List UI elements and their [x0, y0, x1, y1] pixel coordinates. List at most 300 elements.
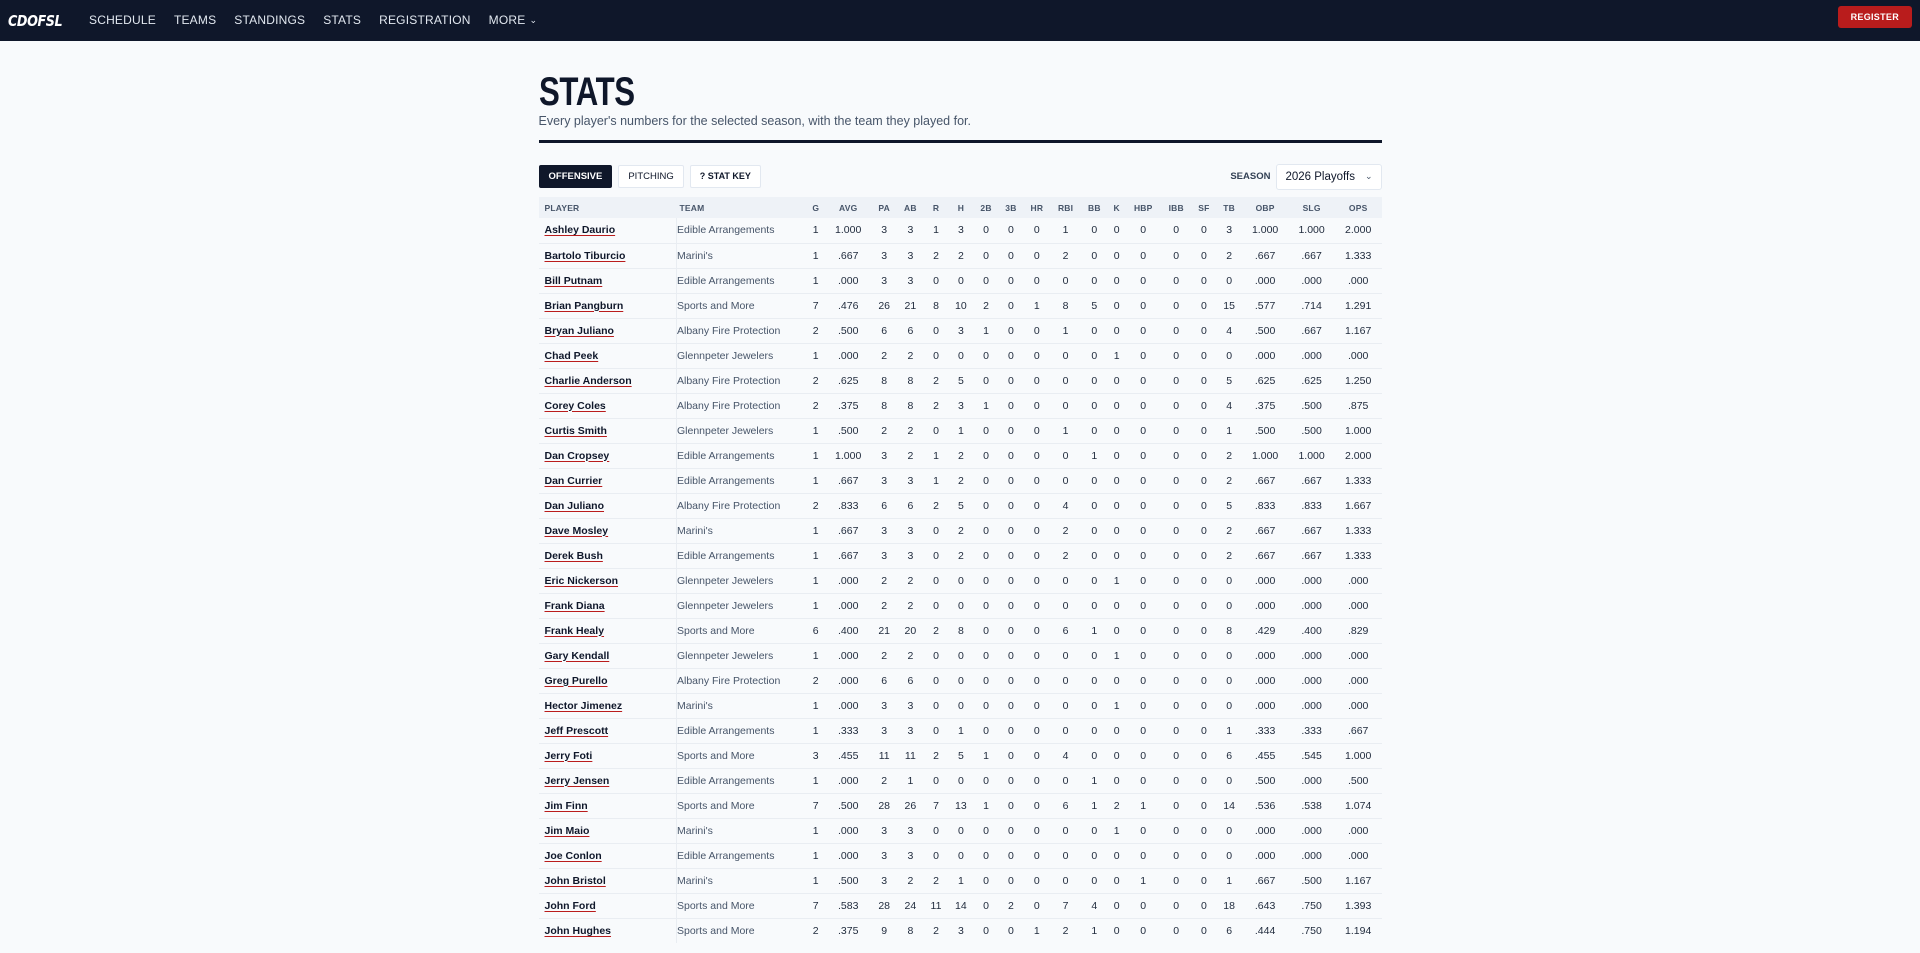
stat-cell-g: 1 [807, 518, 825, 543]
team-cell: Sports and More [677, 618, 807, 643]
team-cell: Glennpeter Jewelers [677, 568, 807, 593]
stat-cell-hbp: 0 [1126, 543, 1161, 568]
stat-cell-g: 2 [807, 368, 825, 393]
stat-cell-ab: 3 [897, 543, 924, 568]
stat-cell-obp: .667 [1242, 518, 1288, 543]
player-link[interactable]: Curtis Smith [544, 424, 607, 437]
stat-cell-ops: 1.333 [1335, 518, 1382, 543]
stat-cell-hbp: 0 [1126, 568, 1161, 593]
player-link[interactable]: Joe Conlon [544, 849, 602, 862]
player-link[interactable]: Frank Diana [544, 599, 605, 612]
team-cell: Marini's [677, 868, 807, 893]
column-header-rbi[interactable]: RBI [1057, 202, 1074, 213]
stat-cell-3b: 0 [999, 368, 1024, 393]
stat-cell-ab: 2 [897, 343, 924, 368]
column-header-hbp[interactable]: HBP [1133, 202, 1153, 213]
stat-cell-obp: .000 [1242, 343, 1288, 368]
stat-cell-hr: 0 [1023, 793, 1050, 818]
column-header-g[interactable]: G [812, 202, 820, 213]
player-link[interactable]: John Bristol [544, 874, 606, 887]
column-header-sf[interactable]: SF [1198, 202, 1210, 213]
stat-cell-3b: 0 [999, 443, 1024, 468]
stat-cell-g: 1 [807, 693, 825, 718]
stat-cell-hbp: 0 [1126, 493, 1161, 518]
stat-cell-2b: 0 [974, 668, 999, 693]
stat-cell-slg: .500 [1288, 393, 1334, 418]
stat-cell-bb: 1 [1081, 768, 1108, 793]
stat-cell-g: 3 [807, 743, 825, 768]
nav-standings[interactable]: STANDINGS [234, 13, 306, 27]
stat-cell-hr: 0 [1023, 443, 1050, 468]
stat-cell-sf: 0 [1191, 218, 1216, 243]
stat-cell-hbp: 0 [1126, 393, 1161, 418]
player-link[interactable]: Jerry Jensen [544, 774, 610, 787]
stat-cell-tb: 1 [1216, 868, 1242, 893]
stat-cell-sf: 0 [1191, 618, 1216, 643]
stat-cell-h: 2 [948, 543, 973, 568]
stat-cell-tb: 1 [1216, 718, 1242, 743]
team-cell: Edible Arrangements [677, 443, 807, 468]
player-link[interactable]: Frank Healy [544, 624, 605, 637]
stat-cell-hbp: 0 [1126, 468, 1161, 493]
stat-cell-avg: .000 [825, 643, 871, 668]
stat-cell-tb: 0 [1216, 343, 1242, 368]
stat-cell-3b: 0 [999, 693, 1024, 718]
stat-cell-hbp: 1 [1126, 793, 1161, 818]
stat-cell-3b: 0 [999, 393, 1024, 418]
stat-cell-h: 5 [948, 743, 973, 768]
stat-cell-r: 1 [924, 218, 948, 243]
stat-cell-bb: 0 [1081, 543, 1108, 568]
stat-cell-hr: 0 [1023, 768, 1050, 793]
stat-cell-3b: 0 [999, 593, 1024, 618]
stat-cell-ops: 1.000 [1335, 743, 1382, 768]
stat-cell-h: 8 [948, 618, 973, 643]
stat-cell-rbi: 2 [1050, 518, 1081, 543]
stat-cell-3b: 0 [999, 843, 1024, 868]
stat-cell-tb: 18 [1216, 893, 1242, 918]
stat-cell-3b: 0 [999, 618, 1024, 643]
stat-cell-bb: 0 [1081, 843, 1108, 868]
stat-cell-ops: 1.333 [1335, 243, 1382, 268]
stat-cell-sf: 0 [1191, 818, 1216, 843]
stat-cell-pa: 2 [871, 343, 896, 368]
team-cell: Glennpeter Jewelers [677, 593, 807, 618]
stat-cell-avg: .625 [825, 368, 871, 393]
stat-cell-h: 0 [948, 593, 973, 618]
nav-teams[interactable]: TEAMS [173, 13, 217, 27]
team-cell: Albany Fire Protection [677, 393, 807, 418]
stat-cell-ibb: 0 [1173, 924, 1180, 937]
stat-cell-ab: 11 [897, 743, 924, 768]
player-link[interactable]: Jeff Prescott [544, 724, 609, 737]
table-row [539, 493, 1382, 518]
player-link[interactable]: Bill Putnam [544, 274, 603, 287]
player-link[interactable]: John Ford [544, 899, 596, 912]
player-link[interactable]: Greg Purello [544, 674, 608, 687]
stat-cell-sf: 0 [1191, 468, 1216, 493]
stat-cell-rbi: 2 [1062, 924, 1069, 937]
stat-cell-pa: 8 [871, 393, 896, 418]
stat-cell-3b: 0 [999, 868, 1024, 893]
stat-cell-hr: 0 [1023, 868, 1050, 893]
table-row [539, 918, 1382, 943]
stat-cell-hbp: 0 [1126, 843, 1161, 868]
column-header-2b[interactable]: 2B [980, 202, 992, 213]
stat-cell-slg: .000 [1288, 568, 1334, 593]
stat-cell-h: 2 [948, 443, 973, 468]
stat-cell-avg: .000 [825, 568, 871, 593]
stat-cell-r: 0 [924, 643, 948, 668]
stat-cell-ops: 1.250 [1335, 368, 1382, 393]
stat-cell-hr: 0 [1023, 368, 1050, 393]
stat-cell-k: 0 [1108, 768, 1126, 793]
stat-cell-k: 0 [1108, 218, 1126, 243]
stat-cell-sf: 0 [1191, 243, 1216, 268]
player-link[interactable]: Charlie Anderson [544, 374, 632, 387]
stat-cell-hbp: 0 [1126, 818, 1161, 843]
stat-cell-ab: 3 [897, 243, 924, 268]
player-link[interactable]: John Hughes [544, 924, 612, 937]
team-cell: Sports and More [677, 793, 807, 818]
stat-cell-sf: 0 [1191, 393, 1216, 418]
stat-cell-tb: 5 [1216, 368, 1242, 393]
stat-cell-pa: 2 [871, 418, 896, 443]
stat-cell-h: 13 [948, 793, 973, 818]
stat-cell-ibb: 0 [1161, 243, 1192, 268]
tab-offensive[interactable]: OFFENSIVE [539, 165, 613, 188]
stat-cell-ibb: 0 [1161, 543, 1192, 568]
stat-cell-g: 2 [807, 668, 825, 693]
top-navbar [0, 0, 1920, 41]
stat-cell-r: 7 [924, 793, 948, 818]
team-cell: Sports and More [677, 918, 807, 943]
stat-cell-rbi: 0 [1050, 718, 1081, 743]
column-header-team[interactable]: TEAM [679, 202, 705, 213]
table-row [539, 268, 1382, 293]
nav-registration[interactable]: REGISTRATION [379, 13, 471, 27]
player-cell [539, 918, 677, 943]
stat-cell-ops: .000 [1335, 668, 1382, 693]
player-link[interactable]: Jim Finn [544, 799, 588, 812]
stat-cell-obp: .455 [1242, 743, 1288, 768]
stats-controls [539, 164, 1382, 189]
stat-cell-g: 1 [807, 218, 825, 243]
stat-cell-obp: .000 [1242, 843, 1288, 868]
nav-more[interactable] [480, 4, 547, 37]
stat-cell-pa: 2 [871, 643, 896, 668]
stat-cell-g: 2 [807, 493, 825, 518]
player-cell [539, 518, 677, 543]
player-link[interactable]: Eric Nickerson [544, 574, 619, 587]
season-select[interactable] [1276, 164, 1381, 190]
stat-cell-h: 3 [948, 318, 973, 343]
table-row [539, 768, 1382, 793]
stat-cell-rbi: 0 [1050, 668, 1081, 693]
column-header-hr[interactable]: HR [1030, 202, 1044, 213]
stat-cell-2b: 0 [974, 643, 999, 668]
stat-cell-avg: .400 [825, 618, 871, 643]
player-link[interactable]: Dan Currier [544, 474, 603, 487]
team-cell: Edible Arrangements [677, 468, 807, 493]
stat-cell-obp: .667 [1242, 468, 1288, 493]
stat-cell-ibb: 0 [1161, 518, 1192, 543]
stat-cell-3b: 0 [999, 268, 1024, 293]
stat-cell-sf: 0 [1191, 743, 1216, 768]
stat-cell-k: 0 [1108, 618, 1126, 643]
stat-cell-2b: 0 [974, 218, 999, 243]
stat-cell-k: 0 [1108, 318, 1126, 343]
stat-cell-hbp: 0 [1126, 593, 1161, 618]
stat-cell-avg: 1.000 [825, 443, 871, 468]
player-link[interactable]: Brian Pangburn [544, 299, 624, 312]
stat-cell-r: 2 [924, 368, 948, 393]
stat-cell-rbi: 0 [1050, 368, 1081, 393]
stat-cell-g: 7 [807, 293, 825, 318]
player-link[interactable]: Dave Mosley [544, 524, 609, 537]
stat-cell-bb: 0 [1081, 493, 1108, 518]
stat-cell-ops: 1.393 [1335, 893, 1382, 918]
stat-cell-pa: 3 [871, 468, 896, 493]
stat-cell-bb: 4 [1081, 893, 1108, 918]
stat-cell-3b: 0 [999, 768, 1024, 793]
stat-cell-avg: .333 [825, 718, 871, 743]
column-header-r[interactable]: R [932, 202, 940, 213]
stat-cell-ops: .829 [1335, 618, 1382, 643]
player-link[interactable]: Bartolo Tiburcio [544, 249, 626, 262]
stat-cell-pa: 11 [871, 743, 896, 768]
stat-cell-hr: 0 [1023, 668, 1050, 693]
stat-cell-3b: 0 [999, 343, 1024, 368]
player-link[interactable]: Derek Bush [544, 549, 603, 562]
stat-cell-obp: .000 [1242, 593, 1288, 618]
stat-cell-obp: 1.000 [1242, 443, 1288, 468]
stat-cell-r: 0 [924, 568, 948, 593]
stat-cell-hr: 1 [1033, 924, 1040, 937]
column-header-avg[interactable]: AVG [839, 202, 858, 213]
stat-cell-hbp: 0 [1126, 618, 1161, 643]
tab-pitching[interactable]: PITCHING [618, 165, 683, 188]
stat-cell-avg: .000 [825, 668, 871, 693]
stat-cell-slg: .000 [1288, 818, 1334, 843]
stat-cell-obp: .500 [1242, 318, 1288, 343]
column-header-player[interactable]: PLAYER [544, 202, 580, 213]
player-cell [539, 893, 677, 918]
table-row [539, 318, 1382, 343]
player-cell [539, 368, 677, 393]
stat-cell-r: 0 [924, 843, 948, 868]
player-cell [539, 618, 677, 643]
stat-cell-tb: 8 [1216, 618, 1242, 643]
stat-cell-g: 1 [807, 443, 825, 468]
stat-cell-2b: 0 [974, 518, 999, 543]
stat-cell-2b: 0 [974, 468, 999, 493]
nav-schedule[interactable]: SCHEDULE [89, 13, 156, 27]
stat-cell-g: 1 [807, 543, 825, 568]
stat-cell-avg: .000 [825, 818, 871, 843]
player-link[interactable]: Corey Coles [544, 399, 606, 412]
stat-cell-pa: 2 [871, 568, 896, 593]
stat-cell-2b: 0 [974, 593, 999, 618]
column-header-obp[interactable]: OBP [1255, 202, 1275, 213]
stat-cell-ibb: 0 [1161, 618, 1192, 643]
stat-cell-2b: 1 [974, 393, 999, 418]
stat-cell-r: 0 [924, 668, 948, 693]
stat-cell-ops: .500 [1335, 768, 1382, 793]
column-header-ops[interactable]: OPS [1348, 202, 1368, 213]
stat-cell-2b: 0 [974, 418, 999, 443]
column-header-bb[interactable]: BB [1087, 202, 1101, 213]
team-cell: Sports and More [677, 293, 807, 318]
player-cell [539, 243, 677, 268]
stat-cell-bb: 1 [1081, 793, 1108, 818]
stat-cell-slg: .667 [1288, 243, 1334, 268]
stat-cell-ab: 2 [897, 868, 924, 893]
column-header-ibb[interactable]: IBB [1168, 202, 1184, 213]
stat-cell-tb: 3 [1216, 218, 1242, 243]
column-header-ab[interactable]: AB [904, 202, 917, 213]
stats-page [539, 41, 1382, 943]
player-link[interactable]: Bryan Juliano [544, 324, 614, 337]
stat-cell-tb: 0 [1216, 643, 1242, 668]
stat-cell-avg: .500 [825, 318, 871, 343]
column-header-tb[interactable]: TB [1223, 202, 1235, 213]
player-link[interactable]: Dan Cropsey [544, 449, 610, 462]
player-link[interactable]: Ashley Daurio [544, 224, 616, 237]
stat-cell-rbi: 0 [1050, 818, 1081, 843]
stat-cell-h: 5 [948, 493, 973, 518]
stat-cell-r: 0 [924, 593, 948, 618]
table-row [539, 643, 1382, 668]
stat-cell-bb: 0 [1081, 243, 1108, 268]
column-header-3b[interactable]: 3B [1005, 202, 1017, 213]
stat-cell-h: 14 [948, 893, 973, 918]
stat-cell-rbi: 2 [1050, 543, 1081, 568]
stat-cell-g: 1 [807, 568, 825, 593]
team-cell: Glennpeter Jewelers [677, 643, 807, 668]
stat-cell-r: 2 [924, 618, 948, 643]
stat-cell-tb: 6 [1226, 924, 1233, 937]
stat-cell-g: 2 [807, 393, 825, 418]
stat-cell-bb: 0 [1081, 718, 1108, 743]
stat-cell-ops: .875 [1335, 393, 1382, 418]
stat-cell-tb: 2 [1216, 443, 1242, 468]
stat-cell-rbi: 0 [1050, 843, 1081, 868]
stat-cell-sf: 0 [1191, 643, 1216, 668]
stat-cell-ibb: 0 [1161, 568, 1192, 593]
stat-cell-rbi: 4 [1050, 743, 1081, 768]
stat-cell-ibb: 0 [1161, 343, 1192, 368]
nav-stats[interactable]: STATS [323, 13, 362, 27]
stat-cell-pa: 2 [871, 768, 896, 793]
player-cell [539, 743, 677, 768]
stat-cell-3b: 0 [999, 743, 1024, 768]
table-row [539, 718, 1382, 743]
register-button[interactable]: REGISTER [1838, 6, 1912, 28]
stats-table [539, 197, 1382, 943]
stat-cell-3b: 0 [999, 543, 1024, 568]
stat-cell-h: 3 [948, 393, 973, 418]
stat-cell-bb: 0 [1081, 518, 1108, 543]
stat-cell-rbi: 0 [1050, 443, 1081, 468]
stat-cell-tb: 0 [1216, 593, 1242, 618]
stat-cell-h: 1 [948, 868, 973, 893]
column-header-pa[interactable]: PA [878, 202, 890, 213]
column-header-h[interactable]: H [957, 202, 965, 213]
stat-cell-h: 1 [948, 718, 973, 743]
team-cell: Albany Fire Protection [677, 368, 807, 393]
stat-cell-hr: 0 [1023, 543, 1050, 568]
stat-cell-pa: 28 [871, 893, 896, 918]
player-link[interactable]: Dan Juliano [544, 499, 605, 512]
team-cell: Sports and More [677, 743, 807, 768]
stat-cell-ibb: 0 [1161, 368, 1192, 393]
stat-cell-3b: 0 [999, 243, 1024, 268]
stat-key-button[interactable]: ? STAT KEY [690, 165, 761, 188]
stat-cell-ab: 3 [897, 843, 924, 868]
player-link[interactable]: Jerry Foti [544, 749, 593, 762]
stat-cell-r: 2 [924, 868, 948, 893]
stat-cell-r: 0 [924, 318, 948, 343]
stat-cell-tb: 0 [1216, 568, 1242, 593]
stat-cell-ibb: 0 [1161, 818, 1192, 843]
stat-cell-r: 0 [924, 418, 948, 443]
player-cell [539, 393, 677, 418]
season-select-value: 2026 Playoffs [1285, 170, 1355, 183]
stat-cell-rbi: 0 [1050, 693, 1081, 718]
stat-cell-ops: 1.000 [1335, 418, 1382, 443]
team-cell: Marini's [677, 518, 807, 543]
column-header-k[interactable]: K [1113, 202, 1120, 213]
stat-cell-g: 1 [807, 768, 825, 793]
stat-cell-k: 0 [1108, 368, 1126, 393]
player-link[interactable]: Jim Maio [544, 824, 590, 837]
stat-cell-g: 1 [807, 843, 825, 868]
stat-cell-ab: 8 [897, 368, 924, 393]
stat-cell-slg: .000 [1288, 593, 1334, 618]
stat-cell-slg: .400 [1288, 618, 1334, 643]
stat-cell-r: 0 [924, 818, 948, 843]
team-cell: Glennpeter Jewelers [677, 343, 807, 368]
stat-cell-tb: 0 [1216, 693, 1242, 718]
stat-cell-g: 7 [807, 793, 825, 818]
stat-cell-ab: 3 [897, 718, 924, 743]
stat-cell-ops: .000 [1335, 593, 1382, 618]
stat-cell-hbp: 0 [1126, 668, 1161, 693]
player-link[interactable]: Hector Jimenez [544, 699, 623, 712]
stat-cell-obp: .444 [1254, 924, 1276, 937]
column-header-slg[interactable]: SLG [1302, 202, 1321, 213]
stat-cell-slg: .667 [1288, 518, 1334, 543]
player-cell [539, 843, 677, 868]
stat-cell-k: 0 [1108, 843, 1126, 868]
site-logo[interactable]: CDOFSL [8, 11, 63, 30]
stat-cell-k: 0 [1108, 893, 1126, 918]
stat-cell-avg: 1.000 [825, 218, 871, 243]
player-cell [539, 818, 677, 843]
player-link[interactable]: Gary Kendall [544, 649, 610, 662]
stat-cell-hr: 0 [1023, 568, 1050, 593]
season-filter [1230, 164, 1381, 190]
team-cell: Edible Arrangements [677, 218, 807, 243]
player-link[interactable]: Chad Peek [544, 349, 599, 362]
stat-cell-ab: 3 [897, 218, 924, 243]
stat-cell-g: 6 [807, 618, 825, 643]
team-cell: Edible Arrangements [677, 543, 807, 568]
stat-cell-g: 7 [807, 893, 825, 918]
stat-cell-obp: .500 [1242, 768, 1288, 793]
table-row [539, 793, 1382, 818]
